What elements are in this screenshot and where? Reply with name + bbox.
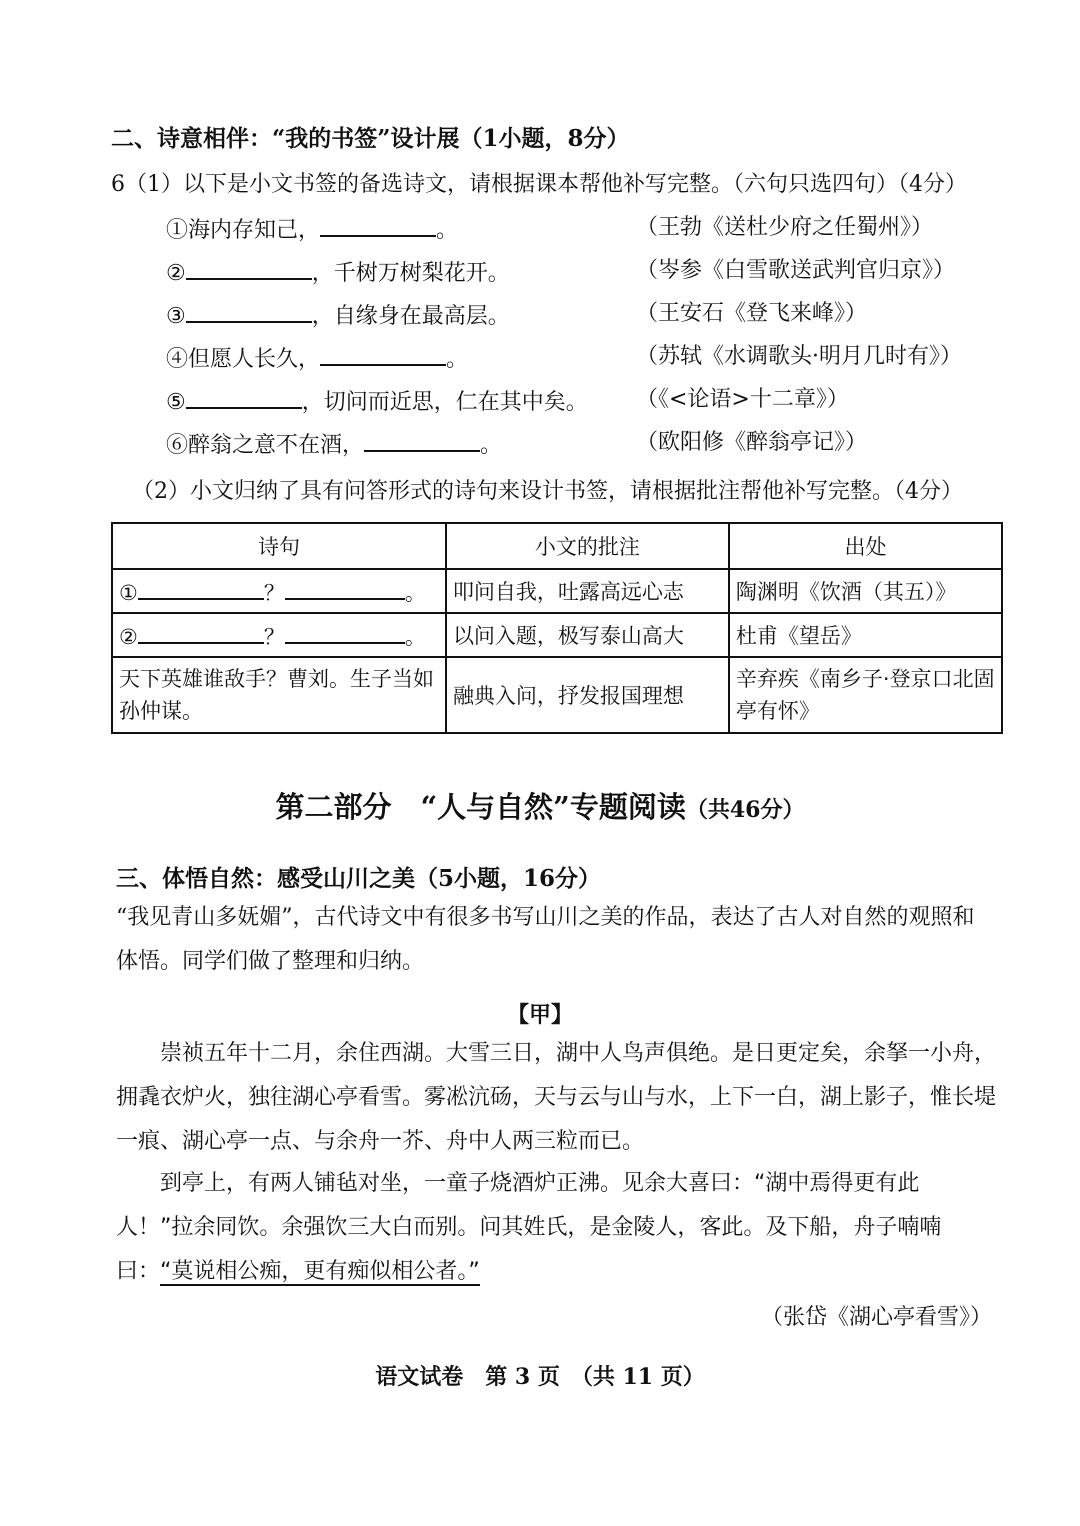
fill-item-4 <box>166 342 468 375</box>
note-cell: 叩问自我，吐露高远心志 <box>446 569 729 613</box>
table-row <box>112 657 1002 733</box>
q6-part1-prompt: 6（1）以下是小文书签的备选诗文，请根据课本帮他补写完整。（六句只选四句）（4分） <box>111 172 967 197</box>
table-row <box>112 569 1002 613</box>
header-source: 出处 <box>729 523 1002 569</box>
item-prefix: 但愿人长久， <box>188 347 321 372</box>
source-cell: 杜甫《望岳》 <box>729 613 1002 657</box>
page-footer: 语文试卷 第 3 页 （共 11 页） <box>375 1364 705 1390</box>
item-number: ③ <box>166 304 186 329</box>
poem-cell <box>112 569 446 613</box>
header-poem: 诗句 <box>112 523 446 569</box>
passage-paragraph-2-text: 到亭上，有两人铺毡对坐，一童子烧酒炉正沸。见余大喜曰：“湖中焉得更有此人！”拉余同饮。余强饮三大白而别。问其姓氏，是金陵人，客此。及下船，舟子喃喃曰： <box>116 1171 942 1284</box>
item-number: ⑤ <box>166 390 186 415</box>
answer-blank[interactable] <box>285 576 405 600</box>
section2-title: 二、诗意相伴：“我的书签”设计展（1小题，8分） <box>111 125 630 152</box>
fill-item-3 <box>166 299 510 332</box>
passage-paragraph-1: 崇祯五年十二月，余住西湖。大雪三日，湖中人鸟声俱绝。是日更定矣，余拏一小舟，拥毳衣炉火，独往湖心亭看雪。雾凇沆砀，天与云与山与水，上下一白，湖上影子，惟长堤一痕、湖心亭一点、与余舟一芥、舟中人两三粒而已。 <box>116 1041 997 1154</box>
part2-score: （共46分） <box>685 797 805 823</box>
answer-blank[interactable] <box>138 620 264 644</box>
item-number: ⑥ <box>166 433 189 458</box>
jia-label: 【甲】 <box>506 1002 573 1028</box>
item-number: ① <box>166 218 189 243</box>
answer-blank[interactable] <box>186 385 302 409</box>
question-mark: ？ <box>263 580 285 605</box>
underlined-quote: “莫说相公痴，更有痴似相公者。” <box>160 1259 480 1284</box>
answer-blank[interactable] <box>364 428 480 452</box>
source-cell: 辛弃疾《南乡子·登京口北固亭有怀》 <box>729 657 1002 733</box>
item-prefix: 醉翁之意不在酒， <box>188 433 365 458</box>
fill-item-6 <box>166 428 502 461</box>
question-mark: ？ <box>263 624 285 649</box>
item-number: ② <box>166 261 186 286</box>
answer-blank[interactable] <box>320 213 436 237</box>
item-suffix: ，千树万树梨花开。 <box>311 261 510 286</box>
row-number: ① <box>119 580 138 605</box>
fill-item-6-source: （欧阳修《醉翁亭记》） <box>636 430 868 455</box>
fill-item-1 <box>166 213 458 246</box>
table-row <box>112 613 1002 657</box>
poem-table <box>111 522 1003 734</box>
part2-title-text: 第二部分 “人与自然”专题阅读 <box>275 790 686 824</box>
note-cell: 融典入问，抒发报国理想 <box>446 657 729 733</box>
q6-part2-prompt: （2）小文归纳了具有问答形式的诗句来设计书签，请根据批注帮他补写完整。（4分） <box>132 479 963 504</box>
fill-item-1-source: （王勃《送杜少府之任蜀州》） <box>636 215 934 240</box>
answer-blank[interactable] <box>186 299 312 323</box>
row-number: ② <box>119 624 138 649</box>
passage-paragraph-2 <box>116 1162 996 1294</box>
fill-item-2 <box>166 256 510 289</box>
note-cell: 以问入题，极写泰山高大 <box>446 613 729 657</box>
section3-title: 三、体悟自然：感受山川之美（5小题，16分） <box>116 865 602 892</box>
answer-blank[interactable] <box>186 256 312 280</box>
fill-item-2-source: （岑参《白雪歌送武判官归京》） <box>636 258 956 283</box>
fill-item-4-source: （苏轼《水调歌头·明月几时有》） <box>636 344 962 369</box>
item-suffix: ，切问而近思，仁在其中矣。 <box>301 390 588 415</box>
part2-title <box>0 785 1080 826</box>
passage-attribution: （张岱《湖心亭看雪》） <box>760 1305 992 1330</box>
item-suffix: 。 <box>436 218 459 243</box>
item-number: ④ <box>166 347 189 372</box>
section3-intro: “我见青山多妩媚”，古代诗文中有很多书写山川之美的作品，表达了古人对自然的观照和体悟。同学们做了整理和归纳。 <box>116 905 975 974</box>
source-cell: 陶渊明《饮酒（其五）》 <box>729 569 1002 613</box>
item-suffix: 。 <box>446 347 469 372</box>
period: 。 <box>404 624 426 649</box>
item-suffix: ，自缘身在最高层。 <box>311 304 510 329</box>
period: 。 <box>404 580 426 605</box>
poem-cell: 天下英雄谁敌手？曹刘。生子当如孙仲谋。 <box>112 657 446 733</box>
header-note: 小文的批注 <box>446 523 729 569</box>
answer-blank[interactable] <box>285 620 405 644</box>
fill-item-3-source: （王安石《登飞来峰》） <box>636 301 868 326</box>
item-suffix: 。 <box>480 433 503 458</box>
fill-item-5-source: （《<论语>十二章》） <box>636 387 849 412</box>
answer-blank[interactable] <box>320 342 446 366</box>
answer-blank[interactable] <box>138 576 264 600</box>
fill-item-5 <box>166 385 588 418</box>
item-prefix: 海内存知己， <box>188 218 321 243</box>
poem-cell <box>112 613 446 657</box>
table-header-row <box>112 523 1002 569</box>
